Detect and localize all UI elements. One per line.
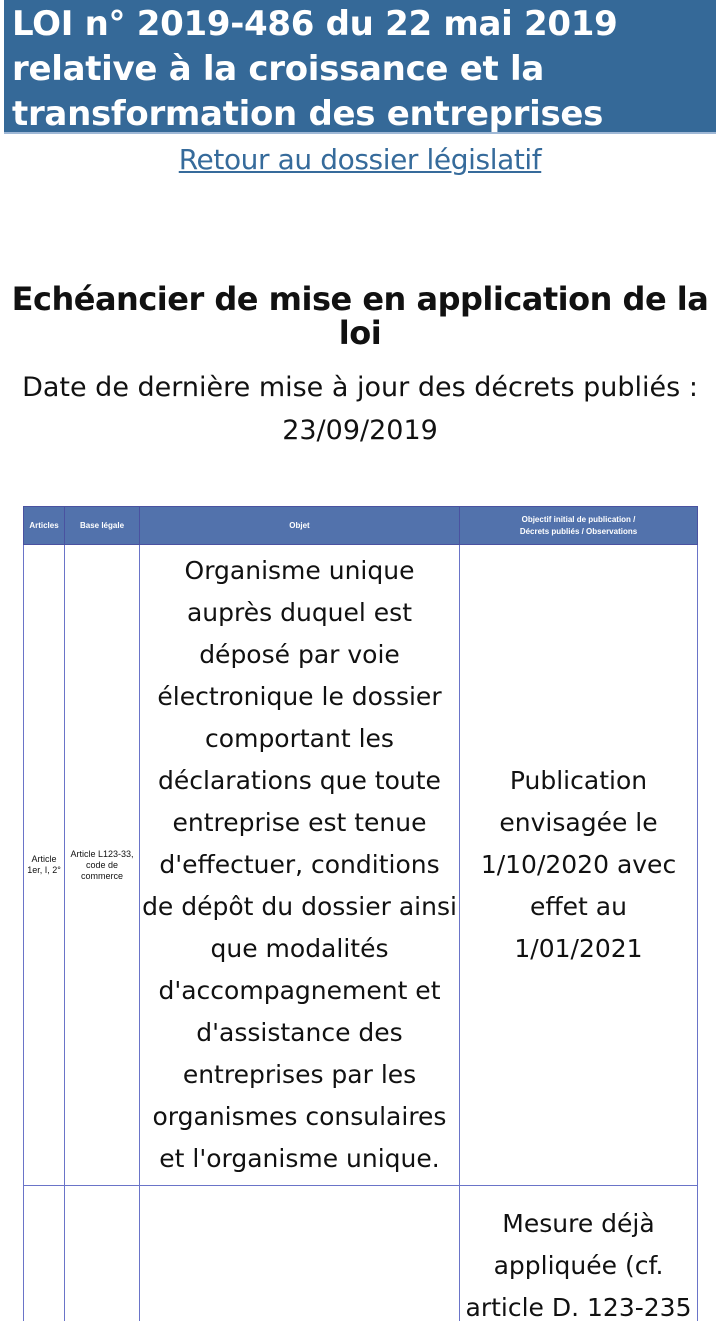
cell-base-legale — [65, 1186, 140, 1321]
cell-articles — [24, 1186, 65, 1321]
law-title: LOI n° 2019-486 du 22 mai 2019 relative à la croissance et la transformation des entreprises — [12, 4, 618, 134]
col-header-base-legale: Base légale — [65, 507, 140, 545]
table-row — [24, 545, 698, 1186]
cell-objet: Organisme unique auprès duquel est déposé par voie électronique le dossier comportant les déclarations que toute entreprise est tenue d'effectuer, conditions de dépôt du dossier ainsi que modalités d'accompagnement et d'assistance des entreprises par les organismes consulaires et l'organisme unique. — [140, 545, 460, 1186]
col-header-objet: Objet — [140, 507, 460, 545]
cell-objectif: Mesure déjà appliquée (cf. article D. 123-235 — [460, 1186, 698, 1321]
col-header-objectif-line1: Objectif initial de publication / — [521, 514, 636, 524]
col-header-objectif — [460, 507, 698, 545]
cell-objectif: Publication envisagée le 1/10/2020 avec effet au 1/01/2021 — [460, 545, 698, 1186]
col-header-articles: Articles — [24, 507, 65, 545]
col-header-objectif-line2: Décrets publiés / Observations — [519, 526, 638, 536]
cell-objet — [140, 1186, 460, 1321]
schedule-table — [23, 506, 698, 1321]
back-link-container — [0, 143, 720, 176]
page-header — [4, 0, 716, 134]
back-to-dossier-link[interactable]: Retour au dossier législatif — [178, 143, 542, 176]
table-header-row — [24, 507, 698, 545]
schedule-title: Echéancier de mise en application de la loi — [11, 280, 709, 352]
last-update — [0, 366, 720, 452]
table-row — [24, 1186, 698, 1321]
cell-base-legale: Article L123-33, code de commerce — [65, 545, 140, 1186]
last-update-label: Date de dernière mise à jour des décrets publiés : — [22, 372, 698, 403]
last-update-date: 23/09/2019 — [282, 415, 438, 446]
cell-articles: Article 1er, I, 2° — [24, 545, 65, 1186]
